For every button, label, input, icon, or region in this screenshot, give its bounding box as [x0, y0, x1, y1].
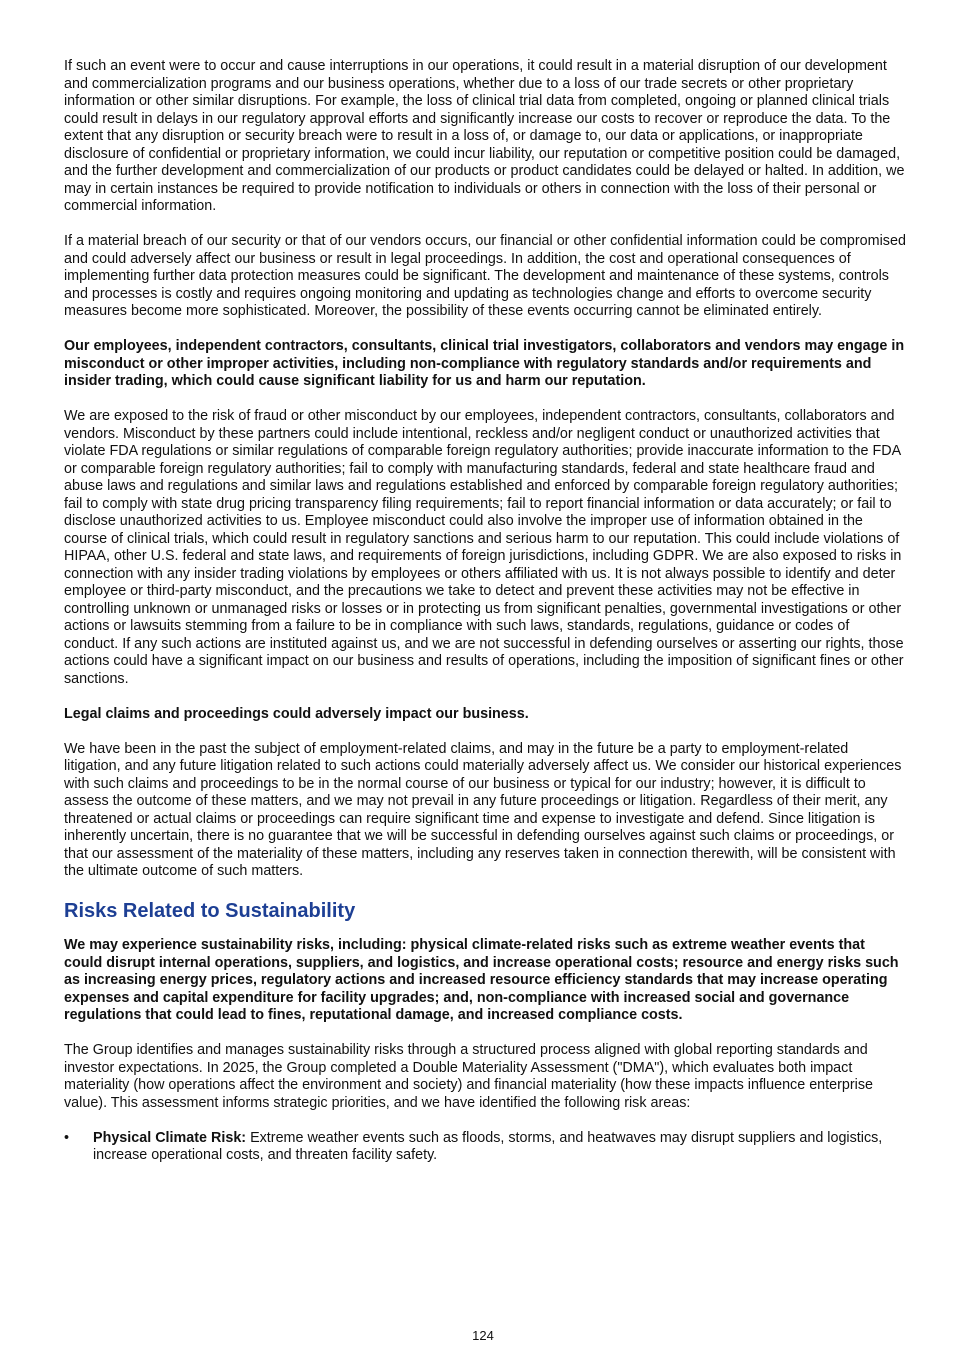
list-item-text: Extreme weather events such as floods, storms, and heatwaves may disrupt suppliers and logistics, increase operational costs, and threaten facility safety.: [93, 1129, 883, 1163]
risk-list: [64, 1130, 906, 1165]
risk-heading: Legal claims and proceedings could adversely impact our business.: [64, 705, 529, 722]
bullet-marker: •: [64, 1129, 70, 1146]
body-paragraph: If such an event were to occur and cause interruptions in our operations, it could result in a material disruption of our development and commercialization programs and our business operations, whether due to a loss of our trade secrets or other proprietary information or other similar disruptions. For example, the loss of clinical trial data from completed, ongoing or planned clinical trials could result in delays in our regulatory approval efforts and significantly increase our costs to recover or reproduce the data. To the extent that any disruption or security breach were to result in a loss of, or damage to, our data or applications, or inappropriate disclosure of confidential or proprietary information, we could incur liability, our reputation or competitive position could be damaged, and the further development and commercialization of our products or product candidates could be delayed or halted. In addition, we may in certain instances be required to provide notification to individuals or others in connection with the loss of their personal or commercial information.: [64, 58, 905, 214]
risk-heading: We may experience sustainability risks, including: physical climate-related risks such as extreme weather events that could disrupt internal operations, suppliers, and logistics, and increase operational costs; resource and energy risks such as increasing energy prices, regulatory actions and increased resource efficiency standards that may increase operating expenses and capital expenditure for facility upgrades; and, non-compliance with increased social and governance regulations that could lead to fines, reputational damage, and increased compliance costs.: [64, 937, 899, 1023]
body-paragraph: If a material breach of our security or that of our vendors occurs, our financial or other confidential information could be compromised and could adversely affect our business or result in legal proceedings. In addition, the cost and operational consequences of implementing further data protection measures could be significant. The development and maintenance of these systems, controls and processes is costly and requires ongoing monitoring and updating as technologies change and efforts to overcome security measures become more sophisticated. Moreover, the possibility of these events occurring cannot be eliminated entirely.: [64, 233, 906, 319]
page-content: [64, 58, 906, 1165]
risk-heading: Our employees, independent contractors, consultants, clinical trial investigators, collaborators and vendors may engage in misconduct or other improper activities, including non-compliance with regulatory standards and/or requirements and insider trading, which could cause significant liability for us and harm our reputation.: [64, 338, 905, 389]
page-number: 124: [472, 1328, 494, 1343]
list-item-term: Physical Climate Risk:: [93, 1129, 247, 1146]
body-paragraph: We have been in the past the subject of employment-related claims, and may in the future be a party to employment-related litigation, and any future litigation related to such actions could materially adversely affect us. We consider our historical experiences with such claims and proceedings to be in the normal course of our business or typical for our industry; however, it is difficult to assess the outcome of these matters, and we may not prevail in any future proceedings or litigation. Regardless of their merit, any threatened or actual claims or proceedings can require significant time and expense to investigate and defend. Since litigation is inherently uncertain, there is no guarantee that we will be successful in defending ourselves against such claims or proceedings, or that our assessment of the materiality of these matters, including any reserves taken in connection therewith, will be consistent with the ultimate outcome of such matters.: [64, 740, 902, 879]
body-paragraph: We are exposed to the risk of fraud or other misconduct by our employees, independent contractors, consultants, collaborators and vendors. Misconduct by these partners could include intentional, reckless and/or negligent conduct or unauthorized activities that violate FDA regulations or similar regulations of comparable foreign regulatory authorities; provide inaccurate information to the FDA or comparable foreign regulatory authorities; fail to comply with manufacturing standards, federal and state healthcare fraud and abuse laws and regulations and similar laws and regulations established and enforced by comparable foreign regulatory authorities; fail to comply with state drug pricing transparency filing requirements; fail to report financial information or data accurately; or fail to disclose unauthorized activities to us. Employee misconduct could also involve the improper use of information obtained in the course of clinical trials, which could result in regulatory sanctions and serious harm to our reputation. This could include violations of HIPAA, other U.S. federal and state laws, and requirements of foreign jurisdictions, including GDPR. We are also exposed to risks in connection with any insider trading violations by employees or others affiliated with us. It is not always possible to identify and deter employee or third-party misconduct, and the precautions we take to detect and prevent these activities may not be effective in controlling unknown or unmanaged risks or losses or in protecting us from significant penalties, governmental investigations or other actions or lawsuits stemming from a failure to be in compliance with such laws, standards, regulations, guidance or codes of conduct. If any such actions are instituted against us, and we are not successful in defending ourselves or asserting our rights, those actions could have a significant impact on our business and results of operations, including the imposition of significant fines or other sanctions.: [64, 408, 904, 687]
section-heading: Risks Related to Sustainability: [64, 900, 356, 922]
list-item: [64, 1130, 906, 1165]
body-paragraph: The Group identifies and manages sustainability risks through a structured process aligned with global reporting standards and investor expectations. In 2025, the Group completed a Double Materiality Assessment ("DMA"), which evaluates both impact materiality (how operations affect the environment and society) and financial materiality (how these impacts influence enterprise value). This assessment informs strategic priorities, and we have identified the following risk areas:: [64, 1042, 873, 1111]
